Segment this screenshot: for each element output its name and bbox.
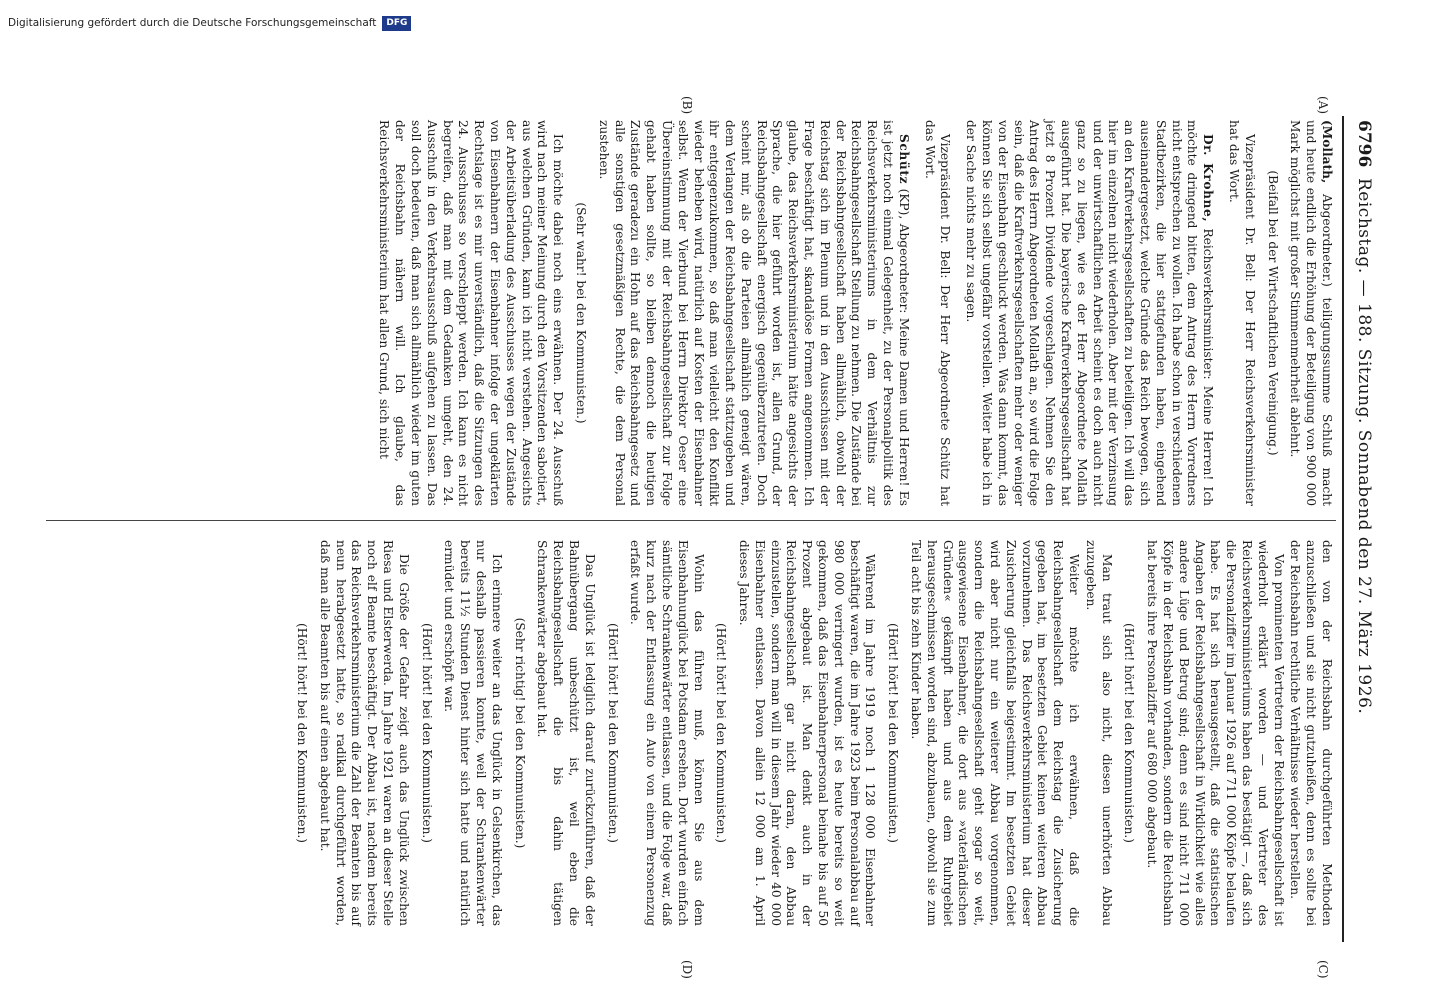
dfg-logo: DFG xyxy=(382,16,411,31)
digitization-credit-line xyxy=(8,14,1338,32)
paragraph: den von der Reichsbahn durchgeführten Methoden anzuschließen und sie nicht gutzuheißen, denn es sollte bei der Reichsbahn rechtliche Verhältnisse wieder herstellen. xyxy=(1288,540,1334,926)
paragraph xyxy=(1287,120,1334,506)
paragraph: Ich möchte dabei noch eins erwähnen. Der 24. Ausschuß wird nach meiner Meinung durch den Vorsitzenden sabotiert, aus welchen Gründen, kann ich nicht verstehen. Angesichts der Arbeitsüberladung des Ausschusses wegen der Zustände von Eisenbahnern der Eisenbahner infolge der ungeklärten Rechtslage ist es mir unverständlich, daß die Sitzungen des 24. Ausschusses so verschleppt werden. Ich kann es nicht begreifen, daß man mit dem Gedanken umgeht, den 24. Ausschuß in den Verkehrsausschuß aufgehen zu lassen. Das soll doch bedeuten, daß man sich allmählich wieder im guten der Reichsbahn nähern will. Ich glaube, das Reichsverkehrsministerium hat allen Grund, sich nicht xyxy=(377,120,566,506)
reaction: (Sehr wahr! bei den Kommunisten.) xyxy=(573,202,588,424)
paragraph: Die Größe der Gefahr zeigt auch das Unglück zwischen Riesa und Elsterwerda. Im Jahre 1921 waren an dieser Stelle noch elf Beamte beschäftigt. Der Abbau ist, nachdem bereits das Reichsverkehrsministerium die Zahl der Beamten bis auf neun herabgesetzt hatte, so radikal durchgeführt worden, daß man alle Beamten bis auf einen abgebaut hat. xyxy=(317,540,411,926)
reaction: (Hört! hört! bei den Kommunisten.) xyxy=(714,622,729,844)
reaction: (Sehr richtig! bei den Kommunisten.) xyxy=(512,617,527,849)
paragraph xyxy=(962,120,1215,506)
paragraph: Das Unglück ist lediglich darauf zurückzuführen, daß der Bahnübergang unbeschützt ist, weil eben die Reichsbahngesellschaft die bis dahin tätigen Schrankenwärter abgebaut hat. xyxy=(535,540,597,926)
paragraph: Während im Jahre 1919 noch 1 128 000 Eisenbahner beschäftigt waren, die im Jahre 1923 beim Personalabbau auf 980 000 verringert wurden, ist es heute bereits so weit gekommen, daß das Eisenbahnerpersonal beinahe bis auf 50 Prozent abgebaut ist. Man denkt auch in der Reichsbahngesellschaft gar nicht daran, den Abbau einzustellen, sondern man will in diesem Jahr wieder 40 000 Eisenbahner entlassen. Davon allein 12 000 am 1. April dieses Jahres. xyxy=(737,540,878,926)
paragraph: Wohin das führen muß, können Sie aus dem Eisenbahnunglück bei Potsdam ersehen. Dort wurden einfach sämtliche Schrankenwärter entlassen, und die Folge war, daß kurz nach der Entlassung ein Auto von einem Personenzug erfaßt wurde. xyxy=(628,540,706,926)
reaction: (Hört! hört! bei den Kommunisten.) xyxy=(419,622,434,844)
paragraph: Vizepräsident Dr. Bell: Der Herr Reichsverkehrsminister hat das Wort. xyxy=(1227,120,1257,506)
paragraph: Von prominenten Vertretern der Reichsbahngesellschaft ist wiederholt erklärt worden — und Vertreter des Reichsverkehrsministeriums haben das bestätigt —, daß sich die Personalziffer im Januar 1926 auf 711 000 Köpfe belaufen habe. Es hat sich herausgestellt, daß die statistischen Angaben der Reichsbahngesellschaft in Wirklichkeit wie alles andere Lüge und Betrug sind; denn es sind nicht 711 000 Köpfe in der Reichsbahn vorhanden, sondern die Reichsbahn hat bereits ihre Personalziffer auf 680 000 abgebaut. xyxy=(1145,540,1286,926)
margin-letter-c: (C) xyxy=(1316,960,1330,979)
reaction: (Hört! hört! bei den Kommunisten.) xyxy=(605,622,620,844)
reaction: (Hört! hört! bei den Kommunisten.) xyxy=(294,622,309,844)
page-header xyxy=(1352,120,1376,940)
speaker-role: Abgeordneter.) xyxy=(1320,193,1334,287)
margin-letter-a: (A) xyxy=(1316,96,1330,115)
speaker-name: (Mollath, xyxy=(1320,120,1334,184)
reaction: (Hört! hört! bei den Kommunisten.) xyxy=(886,622,901,844)
left-column xyxy=(375,120,1334,506)
digitization-credit xyxy=(8,14,1338,34)
paragraph: Weiter möchte ich erwähnen, daß die Reichsbahngesellschaft dem Reichstag die Zusicherung gegeben hat, im besetzten Gebiet keinen weiteren Abbau vorzunehmen. Das Reichsverkehrsministerium hat dieser Zusicherung gleichfalls beigestimmt. Im besetzten Gebiet wird aber nicht nur ein weiterer Abbau vorgenommen, sondern die Reichsbahngesellschaft geht sogar so weit, ausgewiesene Eisenbahner, die dort aus »vaterländischen Gründen« gekämpft haben und aus dem Ruhrgebiet herausgeschmissen worden sind, abzubauen, obwohl sie zum Teil acht bis zehn Kinder haben. xyxy=(909,540,1082,926)
paragraph xyxy=(595,120,911,506)
speaker-name: Schütz xyxy=(896,134,911,185)
digitization-note: Digitalisierung gefördert durch die Deutsche Forschungsgemeinschaft xyxy=(8,17,377,29)
margin-letter-d: (D) xyxy=(680,960,694,979)
margin-letter-b: (B) xyxy=(680,96,694,115)
header-rule xyxy=(1342,116,1344,942)
paragraph-text: teiligungssumme Schluß macht und heute endlich die Erhöhung der Beteiligung von 900 000 Mark möglichst mit großer Stimmenmehrheit ablehnt. xyxy=(1288,120,1334,506)
paragraph-text: (KP), Abgeordneter: Meine Damen und Herren! Es ist jetzt noch einmal Gelegenheit, zu der Personalpolitik des Reichsverkehrsministeriums in dem Verhältnis zur Reichsbahngesellschaft Stellung zu nehmen. Die Zustände bei der Reichsbahngesellschaft haben allmählich, obwohl der Reichstag sich im Plenum und in den Ausschüssen mit der Frage beschäftigt hat, skandalöse Formen angenommen. Ich glaube, das Reichsverkehrsministerium hätte angesichts der Sprache, die hier geführt worden ist, allen Grund, der Reichsbahngesellschaft energisch gegenüberzutreten. Doch scheint mir, als ob die Parteien allmählich geneigt wären, dem Verlangen der Reichsbahngesellschaft stattzugeben und ihr entgegenzukommen, so daß man vielleicht den Konflikt wieder beheben wird, natürlich auf Kosten der Eisenbahner selbst. Wenn der Vierbund bei Herrn Direktor Oeser eine Übereinstimmung mit der Reichsbahngesellschaft zur Folge gehabt haben sollte, so bleiben dennoch die heutigen Zustände geradezu ein Hohn auf das Reichsbahngesetz und alle sonstigen gesetzmäßigen Rechte, die dem Personal zustehen. xyxy=(596,120,911,507)
paragraph: Vizepräsident Dr. Bell: Der Herr Abgeordnete Schütz hat das Wort. xyxy=(922,120,953,506)
right-column xyxy=(286,540,1334,926)
speaker-name: Dr. Krohne, xyxy=(1201,134,1216,223)
paragraph: Ich erinnere weiter an das Unglück in Gelsenkirchen, das nur deshalb passieren konnte, weil der Schrankenwärter bereits 11½ Stunden Dienst hinter sich hatte und natürlich ermüdet und erschöpft war. xyxy=(442,540,504,926)
paragraph-text: Reichsverkehrsminister: Meine Herren! Ich möchte dringend bitten, dem Antrag des Herrn Vorredners nicht entsprechen zu wollen. Ich habe schon in verschiedenen Stadtbezirken, die hier stattgefunden haben, eingehend auseinandergesetzt, welche Gründe das Reich bewogen, sich an den Kraftverkehrsgesellschaften zu beteiligen. Ich will das hier im einzelnen nicht wiederholen. Aber mit der Verzinsung und der unwirtschaftlichen Arbeit scheint es doch auch nicht ganz so zu liegen, wie es der Herr Abgeordnete Mollath ausgeführt hat. Die bayerische Kraftverkehrsgesellschaft hat jetzt 8 Prozent Dividende vorgeschlagen. Nehmen Sie den Antrag des Herrn Abgeordneten Mollath an, so wird die Folge sein, daß die Kraftverkehrsgesellschaften mehr oder weniger von der Eisenbahn geschluckt werden. Was dann kommt, das können Sie sich selbst ungefähr vorstellen. Weiter habe ich in der Sache nichts mehr zu sagen. xyxy=(964,120,1216,506)
page-number: 6796 xyxy=(1354,120,1374,168)
column-divider xyxy=(46,520,1336,521)
paragraph: Man traut sich also nicht, diesen unerhörten Abbau zuzugeben. xyxy=(1083,540,1114,926)
reaction: (Hört! hört! bei den Kommunisten.) xyxy=(1122,622,1137,844)
running-title: Reichstag. — 188. Sitzung. Sonnabend den 27. März 1926. xyxy=(1354,178,1374,715)
reaction: (Beifall bei der Wirtschaftlichen Vereinigung.) xyxy=(1265,170,1280,456)
